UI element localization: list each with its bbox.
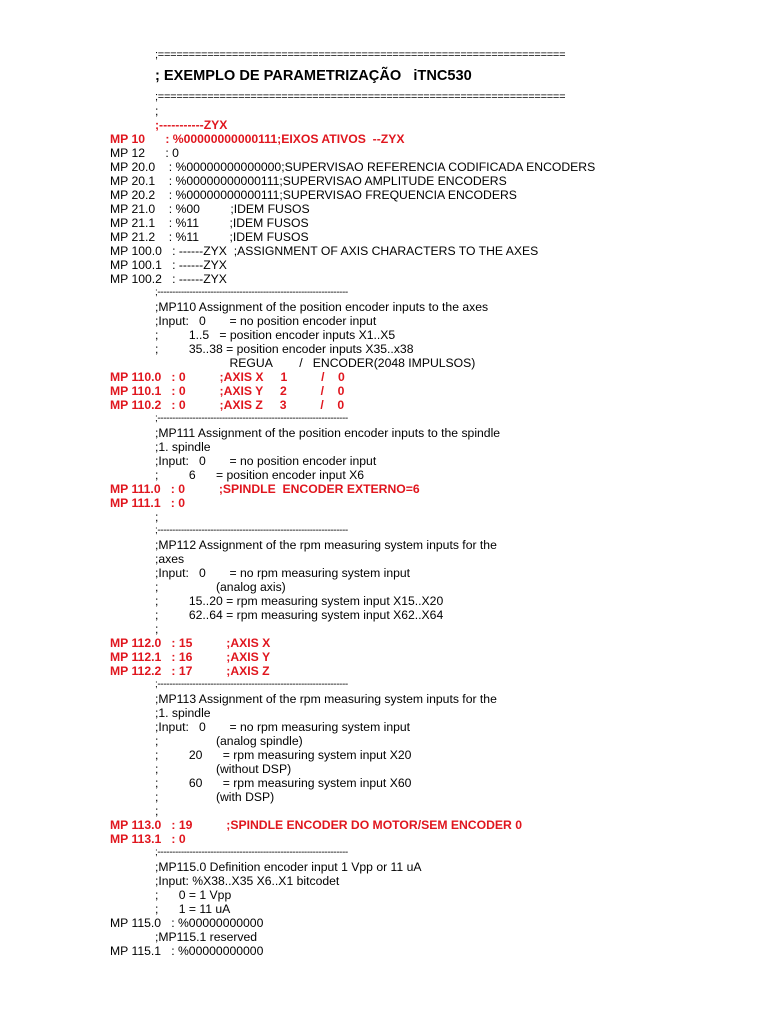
parameter-line-highlighted xyxy=(0,482,768,496)
text-line xyxy=(0,524,768,538)
line-text: MP 20.1 : %00000000000111;SUPERVISAO AMPLITUDE ENCODERS xyxy=(110,174,507,188)
line-text: MP 100.0 : ------ZYX ;ASSIGNMENT OF AXIS CHARACTERS TO THE AXES xyxy=(110,244,539,258)
text-line xyxy=(0,552,768,566)
text-line xyxy=(0,622,768,636)
text-line xyxy=(0,594,768,608)
line-text: MP 110.0 : 0 ;AXIS X 1 / 0 xyxy=(110,370,345,384)
line-text: ; 35..38 = position encoder inputs X35..x38 xyxy=(155,342,414,356)
text-line xyxy=(0,720,768,734)
text-line xyxy=(0,230,768,244)
text-line xyxy=(0,300,768,314)
text-line xyxy=(0,916,768,930)
parameter-line-highlighted xyxy=(0,636,768,650)
line-text: MP 20.2 : %00000000000111;SUPERVISAO FREQUENCIA ENCODERS xyxy=(110,188,517,202)
parameter-line-highlighted xyxy=(0,650,768,664)
line-text: MP 21.2 : %11 ;IDEM FUSOS xyxy=(110,230,309,244)
line-text: MP 100.2 : ------ZYX xyxy=(110,272,227,286)
line-text: ; (without DSP) xyxy=(155,762,292,776)
line-text: ; 62..64 = rpm measuring system input X62..X64 xyxy=(155,608,444,622)
document-title xyxy=(0,62,768,90)
line-text: ;----------------------------------------------------------------- xyxy=(155,847,348,858)
text-line xyxy=(0,188,768,202)
text-line xyxy=(0,846,768,860)
line-text: ;----------------------------------------------------------------- xyxy=(155,525,348,536)
text-line xyxy=(0,216,768,230)
line-text: ;MP111 Assignment of the position encoder inputs to the spindle xyxy=(155,426,501,440)
line-text: ;Input: 0 = no rpm measuring system input xyxy=(155,720,411,734)
text-line xyxy=(0,566,768,580)
document-page xyxy=(0,48,768,958)
text-line xyxy=(0,426,768,440)
parameter-line-highlighted xyxy=(0,664,768,678)
text-line xyxy=(0,860,768,874)
line-text: ;----------------------------------------------------------------- xyxy=(155,413,348,424)
line-text: ;-----------ZYX xyxy=(155,118,228,132)
text-line xyxy=(0,888,768,902)
text-line xyxy=(0,202,768,216)
text-line xyxy=(0,510,768,524)
text-line xyxy=(0,706,768,720)
text-line xyxy=(0,804,768,818)
parameter-line-highlighted xyxy=(0,384,768,398)
text-line xyxy=(0,538,768,552)
line-text: ; 15..20 = rpm measuring system input X15..X20 xyxy=(155,594,444,608)
line-text: MP 110.2 : 0 ;AXIS Z 3 / 0 xyxy=(110,398,345,412)
line-text: ; 1 = 11 uA xyxy=(155,902,231,916)
line-text: MP 113.0 : 19 ;SPINDLE ENCODER DO MOTOR/SEM ENCODER 0 xyxy=(110,818,522,832)
parameter-line-highlighted xyxy=(0,398,768,412)
line-text: MP 111.1 : 0 xyxy=(110,496,185,510)
parameter-line-highlighted xyxy=(0,496,768,510)
line-text: ; 20 = rpm measuring system input X20 xyxy=(155,748,412,762)
line-text: ; 6 = position encoder input X6 xyxy=(155,468,365,482)
line-text: ; 0 = 1 Vpp xyxy=(155,888,232,902)
text-line xyxy=(0,48,768,62)
text-line xyxy=(0,454,768,468)
line-text: ;Input: 0 = no rpm measuring system input xyxy=(155,566,411,580)
text-line xyxy=(0,272,768,286)
line-text: MP 21.0 : %00 ;IDEM FUSOS xyxy=(110,202,310,216)
line-text: ;MP112 Assignment of the rpm measuring system inputs for the xyxy=(155,538,497,552)
text-line xyxy=(0,412,768,426)
text-line xyxy=(0,342,768,356)
line-text: ;1. spindle xyxy=(155,440,211,454)
line-text: MP 115.1 : %00000000000 xyxy=(110,944,264,958)
text-line xyxy=(0,608,768,622)
line-text: ;----------------------------------------------------------------- xyxy=(155,679,348,690)
line-text: MP 111.0 : 0 ;SPINDLE ENCODER EXTERNO=6 xyxy=(110,482,420,496)
text-line xyxy=(0,776,768,790)
text-line xyxy=(0,258,768,272)
line-text: ;1. spindle xyxy=(155,706,211,720)
parameter-line-highlighted xyxy=(0,118,768,132)
line-text: MP 112.1 : 16 ;AXIS Y xyxy=(110,650,271,664)
line-text: ;axes xyxy=(155,552,185,566)
line-text: MP 100.1 : ------ZYX xyxy=(110,258,227,272)
line-text: ; xyxy=(155,622,159,636)
line-text: MP 113.1 : 0 xyxy=(110,832,186,846)
text-line xyxy=(0,160,768,174)
text-line xyxy=(0,104,768,118)
line-text: MP 12 : 0 xyxy=(110,146,179,160)
parameter-line-highlighted xyxy=(0,370,768,384)
line-text: ;================================================================== xyxy=(155,91,566,103)
text-line xyxy=(0,944,768,958)
line-text: ; xyxy=(155,804,159,818)
line-text: MP 20.0 : %00000000000000;SUPERVISAO REFERENCIA CODIFICADA ENCODERS xyxy=(110,160,596,174)
text-line xyxy=(0,874,768,888)
text-line xyxy=(0,930,768,944)
text-line xyxy=(0,790,768,804)
text-line xyxy=(0,286,768,300)
text-line xyxy=(0,902,768,916)
line-text: ;Input: %X38..X35 X6..X1 bitcodet xyxy=(155,874,340,888)
parameter-line-highlighted xyxy=(0,832,768,846)
text-line xyxy=(0,678,768,692)
line-text: ; 1..5 = position encoder inputs X1..X5 xyxy=(155,328,396,342)
line-text: MP 110.1 : 0 ;AXIS Y 2 / 0 xyxy=(110,384,345,398)
line-text: MP 112.0 : 15 ;AXIS X xyxy=(110,636,271,650)
line-text: ;================================================================== xyxy=(155,49,566,61)
line-text: MP 21.1 : %11 ;IDEM FUSOS xyxy=(110,216,309,230)
line-text: MP 10 : %00000000000111;EIXOS ATIVOS --ZYX xyxy=(110,132,405,146)
text-line xyxy=(0,90,768,104)
line-text: ;MP115.1 reserved xyxy=(155,930,258,944)
text-line xyxy=(0,244,768,258)
text-line xyxy=(0,734,768,748)
line-text: ; (analog axis) xyxy=(155,580,286,594)
text-line xyxy=(0,174,768,188)
line-text: ; (analog spindle) xyxy=(155,734,303,748)
parameter-line-highlighted xyxy=(0,132,768,146)
line-text: ;MP115.0 Definition encoder input 1 Vpp or 11 uA xyxy=(155,860,422,874)
text-line xyxy=(0,440,768,454)
line-text: ;Input: 0 = no position encoder input xyxy=(155,454,377,468)
line-text: ;MP113 Assignment of the rpm measuring system inputs for the xyxy=(155,692,497,706)
line-text: ; xyxy=(155,510,159,524)
line-text: REGUA / ENCODER(2048 IMPULSOS) xyxy=(155,356,476,370)
text-line xyxy=(0,580,768,594)
text-line xyxy=(0,328,768,342)
text-line xyxy=(0,692,768,706)
line-text: ;----------------------------------------------------------------- xyxy=(155,287,348,298)
line-text: MP 115.0 : %00000000000 xyxy=(110,916,264,930)
text-line xyxy=(0,762,768,776)
line-text: MP 112.2 : 17 ;AXIS Z xyxy=(110,664,270,678)
text-line xyxy=(0,314,768,328)
line-text: ; xyxy=(155,104,159,118)
line-text: ; 60 = rpm measuring system input X60 xyxy=(155,776,412,790)
text-line xyxy=(0,356,768,370)
text-line xyxy=(0,748,768,762)
text-line xyxy=(0,146,768,160)
line-text: ; (with DSP) xyxy=(155,790,275,804)
parameter-line-highlighted xyxy=(0,818,768,832)
text-line xyxy=(0,468,768,482)
line-text: ;MP110 Assignment of the position encoder inputs to the axes xyxy=(155,300,489,314)
line-text: ;Input: 0 = no position encoder input xyxy=(155,314,377,328)
line-text: ; EXEMPLO DE PARAMETRIZAÇÃO iTNC530 xyxy=(155,68,472,84)
